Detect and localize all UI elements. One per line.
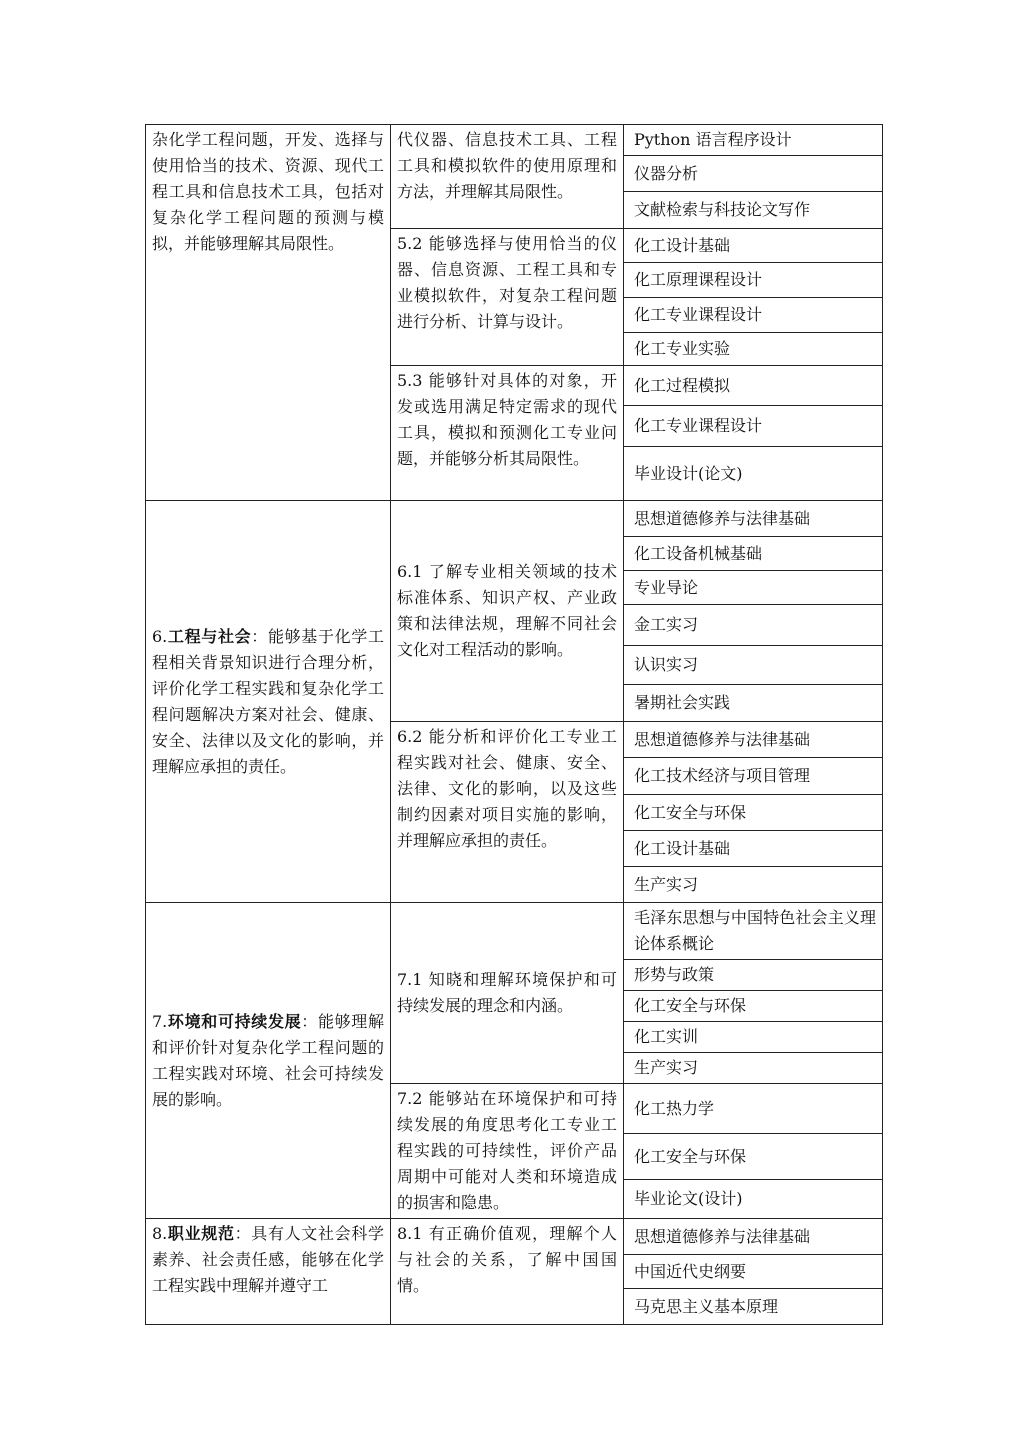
indicator-7-2-text: 7.2 能够站在环境保护和可持续发展的角度思考化工专业工程实践的可持续性，评价产品周期中可能对人类和环境造成的损害和隐患。 — [391, 1084, 624, 1219]
indicator-6-1-text: 6.1 了解专业相关领域的技术标准体系、知识产权、产业政策和法律法规，理解不同社会文化对工程活动的影响。 — [391, 501, 624, 722]
outcome-8-number: 8. — [152, 1224, 168, 1243]
outcome-5-text: 杂化学工程问题，开发、选择与使用恰当的技术、资源、现代工程工具和信息技术工具，包括对复杂化学工程问题的预测与模拟，并能够理解其局限性。 — [146, 125, 391, 501]
course-cell: 化工设备机械基础 — [624, 537, 883, 571]
course-cell: 化工专业课程设计 — [624, 406, 883, 447]
indicator-8-1-text: 8.1 有正确价值观，理解个人与社会的关系，了解中国国情。 — [391, 1219, 624, 1325]
indicator-7-1-text: 7.1 知晓和理解环境保护和可持续发展的理念和内涵。 — [391, 903, 624, 1084]
curriculum-table — [145, 124, 879, 1325]
indicator-5-3-text: 5.3 能够针对具体的对象，开发或选用满足特定需求的现代工具，模拟和预测化工专业问题，并能够分析其局限性。 — [391, 366, 624, 501]
course-cell: 认识实习 — [624, 646, 883, 685]
course-cell: 化工设计基础 — [624, 831, 883, 867]
course-cell: 化工安全与环保 — [624, 1134, 883, 1179]
course-cell: Python 语言程序设计 — [624, 125, 883, 156]
course-cell: 金工实习 — [624, 605, 883, 646]
indicator-5-1-text: 代仪器、信息技术工具、工程工具和模拟软件的使用原理和方法，并理解其局限性。 — [391, 125, 624, 229]
outcome-7-number: 7. — [152, 1011, 168, 1031]
course-cell: 毕业设计(论文) — [624, 447, 883, 501]
outcome-8-cell — [146, 1219, 391, 1325]
course-cell: 化工实训 — [624, 1022, 883, 1053]
course-cell: 毛泽东思想与中国特色社会主义理论体系概论 — [624, 903, 883, 960]
course-cell: 中国近代史纲要 — [624, 1255, 883, 1289]
outcome-8-title: 职业规范 — [167, 1224, 235, 1243]
outcome-7-text: ：能够理解和评价针对复杂化学工程问题的工程实践对环境、社会可持续发展的影响。 — [152, 1011, 384, 1109]
course-cell: 思想道德修养与法律基础 — [624, 501, 883, 537]
course-cell: 马克思主义基本原理 — [624, 1289, 883, 1325]
outcome-6-cell — [146, 501, 391, 903]
indicator-5-2-text: 5.2 能够选择与使用恰当的仪器、信息资源、工程工具和专业模拟软件，对复杂工程问题进行分析、计算与设计。 — [391, 229, 624, 366]
course-cell: 化工设计基础 — [624, 229, 883, 263]
course-cell: 化工热力学 — [624, 1084, 883, 1134]
course-cell: 思想道德修养与法律基础 — [624, 722, 883, 758]
course-cell: 化工过程模拟 — [624, 366, 883, 406]
outcome-7-cell — [146, 903, 391, 1219]
course-cell: 化工技术经济与项目管理 — [624, 758, 883, 795]
course-cell: 化工安全与环保 — [624, 795, 883, 831]
course-cell: 生产实习 — [624, 1053, 883, 1084]
indicator-6-2-text: 6.2 能分析和评价化工专业工程实践对社会、健康、安全、法律、文化的影响，以及这些制约因素对项目实施的影响，并理解应承担的责任。 — [391, 722, 624, 903]
course-cell: 毕业论文(设计) — [624, 1179, 883, 1218]
outcome-6-number: 6. — [152, 626, 168, 646]
outcome-6-text: ：能够基于化学工程相关背景知识进行合理分析，评价化学工程实践和复杂化学工程问题解决方案对社会、健康、安全、法律以及文化的影响，并理解应承担的责任。 — [152, 626, 384, 776]
course-cell: 思想道德修养与法律基础 — [624, 1219, 883, 1255]
outcome-7-title: 环境和可持续发展 — [167, 1011, 302, 1031]
course-cell: 化工原理课程设计 — [624, 263, 883, 298]
course-cell: 专业导论 — [624, 571, 883, 605]
course-cell: 暑期社会实践 — [624, 685, 883, 722]
outcomes-course-matrix — [145, 124, 883, 1325]
course-cell: 文献检索与科技论文写作 — [624, 192, 883, 229]
course-cell: 化工专业课程设计 — [624, 298, 883, 333]
course-cell: 化工安全与环保 — [624, 991, 883, 1022]
course-cell: 化工专业实验 — [624, 333, 883, 366]
course-cell: 生产实习 — [624, 867, 883, 903]
course-cell: 仪器分析 — [624, 156, 883, 192]
outcome-6-title: 工程与社会 — [167, 626, 252, 646]
course-cell: 形势与政策 — [624, 960, 883, 991]
outcome-8-text: ：具有人文社会科学素养、社会责任感，能够在化学工程实践中理解并遵守工 — [152, 1224, 384, 1295]
